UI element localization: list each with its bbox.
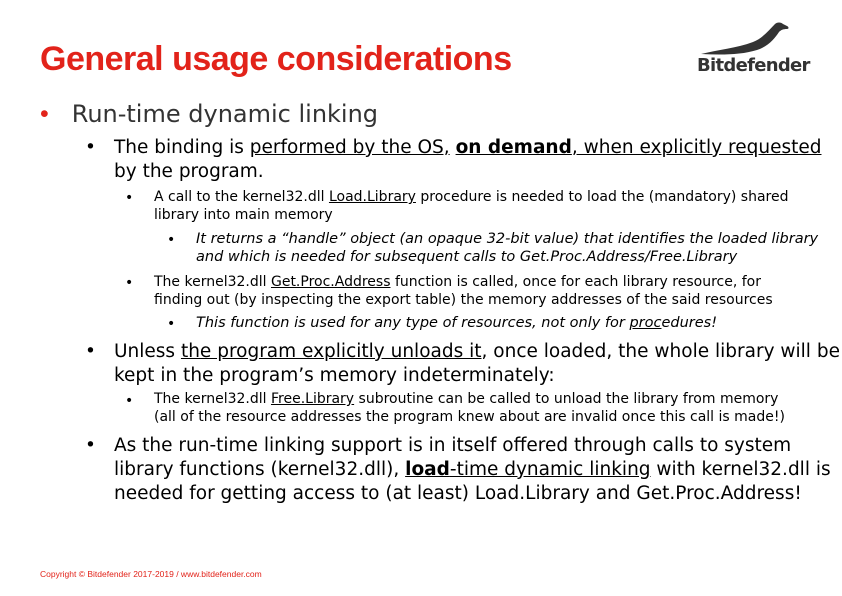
wolf-logo-icon [697,20,799,60]
list-item: The kernel32.dll Free.Library subroutine can be called to unload the library from memory [154,391,779,407]
bullet-dot: • [85,435,96,456]
list-item-line: (all of the resource addresses the program knew about are invalid once this call is made!) [154,409,785,425]
list-item: This function is used for any type of resources, not only for procedures! [196,315,718,331]
list-item-line: by the program. [114,161,264,182]
list-item-line: and which is needed for subsequent calls to Get.Proc.Address/Free.Library [196,249,738,265]
list-item: As the run-time linking support is in itself offered through calls to system [114,435,792,456]
bitdefender-logo [697,20,810,80]
list-item: The binding is performed by the OS, on demand, when explicitly requested [114,137,822,158]
list-item: Unless the program explicitly unloads it, once loaded, the whole library will be [114,341,840,362]
bullet-dot: • [85,341,96,362]
bullet-l1 [40,100,378,129]
bullet-dot: • [85,137,96,158]
list-item-line: kept in the program’s memory indeterminately: [114,365,555,386]
list-item: The kernel32.dll Get.Proc.Address function is called, once for each library resource, for [154,274,761,290]
list-item-line: needed for getting access to (at least) Load.Library and Get.Proc.Address! [114,483,802,504]
list-item-line: library functions (kernel32.dll), load-time dynamic linking with kernel32.dll is [114,459,831,480]
slide-title: General usage considerations [40,40,512,78]
list-item-line: finding out (by inspecting the export table) the memory addresses of the said resources [154,292,773,308]
bullet-dot: • [125,275,134,291]
copyright-footer: Copyright © Bitdefender 2017-2019 / www.bitdefender.com [40,569,262,579]
list-item: A call to the kernel32.dll Load.Library procedure is needed to load the (mandatory) shared [154,189,789,205]
bullet-dot: • [40,100,49,128]
list-item-line: library into main memory [154,207,333,223]
bullet-dot: • [125,190,134,206]
section-heading: Run-time dynamic linking [71,100,379,128]
brand-name: Bitdefender [697,55,810,76]
bullet-dot: • [125,393,134,409]
bullet-dot: • [167,232,176,248]
list-item: It returns a “handle” object (an opaque 32-bit value) that identifies the loaded library [196,231,819,247]
bullet-dot: • [167,316,176,332]
